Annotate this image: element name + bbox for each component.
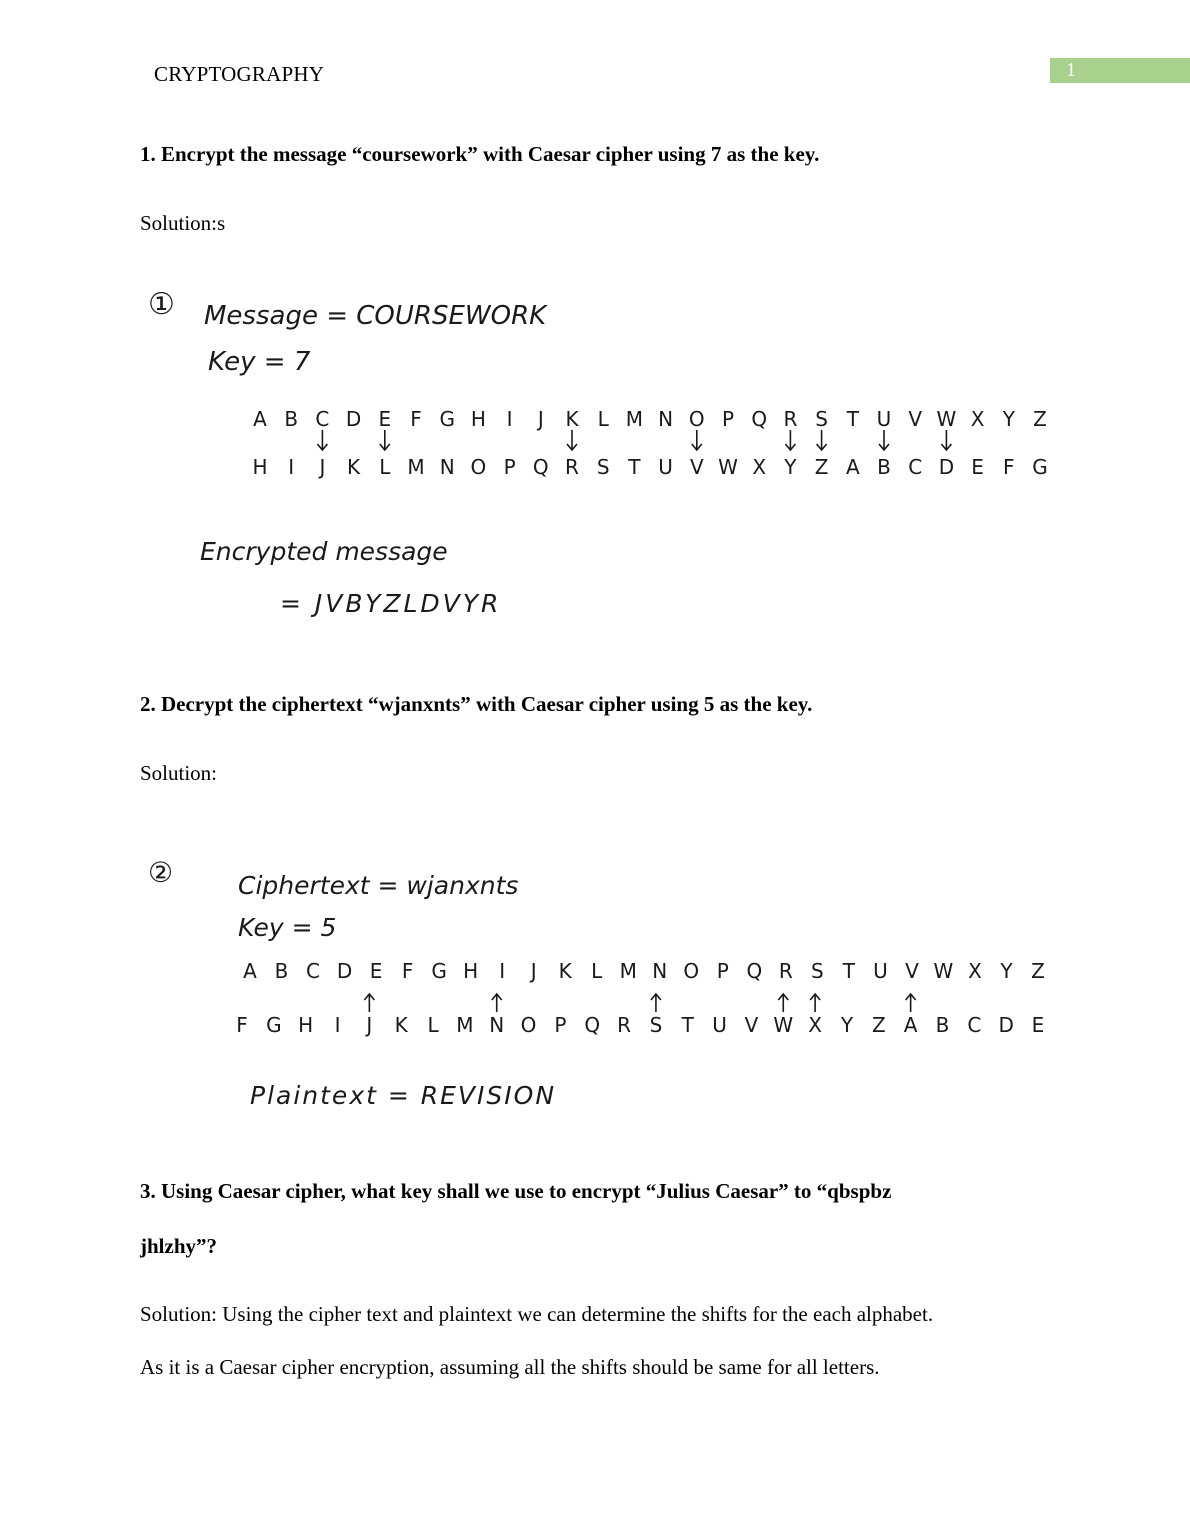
shifted-letter: T [681,1013,694,1037]
question-3-paragraph-line-1: Solution: Using the cipher text and plaintext we can determine the shifts for the each alphabet. [140,1302,934,1326]
plain-letter: Y [1002,407,1015,431]
shifted-letter: B [935,1013,950,1037]
page-number: 1 [1066,59,1076,81]
shifted-letter: H [298,1013,314,1037]
shifted-letter: P [554,1013,567,1037]
message-line: Message = COURSEWORK [204,301,547,331]
handwritten-solution-1 [140,278,1050,648]
plain-letter: V [908,407,923,431]
plain-letter: B [274,959,289,983]
plain-letter: U [873,959,888,983]
shifted-letter: X [808,1013,822,1037]
plain-letter: W [936,407,957,431]
arrow-down-icon [785,430,795,450]
plain-letter: W [933,959,954,983]
plain-letter: Z [1031,959,1045,983]
running-header-title: CRYPTOGRAPHY [154,62,325,86]
plain-letter: A [243,959,257,983]
plain-letter: T [842,959,855,983]
shifted-letter: F [1003,455,1015,479]
shifted-letter: Y [840,1013,854,1037]
plain-letter: K [558,959,572,983]
plain-letter: S [815,407,828,431]
page-number-badge [1050,58,1190,83]
shifted-letter: Q [532,455,549,479]
shifted-letter: M [456,1013,474,1037]
shifted-letter: X [752,455,767,479]
shifted-letter: Q [584,1013,601,1037]
question-3-paragraph-line-2: As it is a Caesar cipher encryption, assuming all the shifts should be same for all letters. [140,1355,880,1379]
plain-letter: G [439,407,455,431]
plain-letter: X [968,959,982,983]
arrow-up-icon [810,994,820,1012]
shifted-letter: A [845,455,860,479]
plain-letter: T [846,407,859,431]
step-number-2: ② [148,856,174,889]
plain-letter: J [537,407,544,431]
plain-letter: O [683,959,700,983]
shifted-letter: I [288,455,295,479]
question-1-heading: 1. Encrypt the message “coursework” with Caesar cipher using 7 as the key. [140,142,820,166]
shifted-letter: T [628,455,641,479]
shifted-letter: D [938,455,955,479]
shifted-letter: C [967,1013,982,1037]
key-line: Key = 7 [208,347,311,377]
shifted-letter: V [744,1013,759,1037]
question-2-solution-label: Solution: [140,761,218,785]
arrow-down-icon [317,430,327,450]
plain-letter: E [378,407,392,431]
shifted-letter: B [877,455,891,479]
plain-letter: J [530,959,537,983]
shifted-letter: W [773,1013,794,1037]
question-2-heading: 2. Decrypt the ciphertext “wjanxnts” with Caesar cipher using 5 as the key. [140,692,813,716]
arrow-down-icon [380,430,390,450]
shifted-letter: J [366,1013,373,1037]
shifted-letter: S [649,1013,663,1037]
arrow-up-icon [906,994,916,1012]
plain-letter: X [970,407,985,431]
plain-letter: H [470,407,486,431]
plain-letter: I [499,959,506,983]
handwritten-solution-2 [140,826,1050,1141]
plain-letter: Y [1000,959,1013,983]
shifted-letter: G [1032,455,1048,479]
arrow-down-icon [692,430,702,450]
plain-letter: M [625,407,644,431]
arrow-down-icon [567,430,577,450]
plain-letter: H [463,959,479,983]
key-line-2: Key = 5 [238,913,337,942]
arrow-up-icon [492,994,502,1012]
shifted-letter: V [689,455,704,479]
shifted-letter: L [379,455,391,479]
question-3-heading-line-2: jhlzhy”? [140,1234,218,1258]
step-number-1: ① [148,287,175,322]
question-1-solution-label: Solution:s [140,211,226,235]
plain-letter: Z [1033,407,1047,431]
plain-letter: R [783,407,798,431]
shifted-letter: Z [871,1013,886,1037]
plain-letter: N [652,959,668,983]
plain-letter: C [306,959,321,983]
plain-letter: M [619,959,637,983]
shifted-letter: U [658,455,673,479]
shifted-letter: E [1031,1013,1045,1037]
plain-letter: F [410,407,422,431]
plain-letter: I [506,407,513,431]
shifted-letter: F [236,1013,248,1037]
shifted-letter: H [252,455,268,479]
shifted-letter: W [718,455,738,479]
plain-letter: E [369,959,383,983]
shifted-letter: J [319,455,326,479]
ciphertext-line: Ciphertext = wjanxnts [238,871,519,900]
plain-letter: D [336,959,353,983]
shifted-letter: S [596,455,610,479]
shifted-letter: I [334,1013,341,1037]
shifted-letter: M [407,455,425,479]
arrow-up-icon [778,994,788,1012]
plain-letter: N [658,407,674,431]
arrow-down-icon [879,430,889,450]
plain-letter: V [905,959,919,983]
plain-letter: P [721,407,735,431]
plain-letter: A [253,407,267,431]
plain-letter: C [315,407,330,431]
encrypted-message-value: = JVBYZLDVYR [280,589,502,618]
plain-letter: G [431,959,447,983]
shifted-letter: K [347,455,361,479]
shifted-letter: E [971,455,984,479]
arrow-down-icon [941,430,951,450]
arrow-up-icon [364,994,374,1012]
plain-letter: D [345,407,362,431]
shifted-letter: K [394,1013,408,1037]
shifted-letter: Z [814,455,829,479]
plain-letter: Q [746,959,763,983]
arrow-up-icon [651,994,661,1012]
shifted-letter: P [503,455,516,479]
plain-letter: O [688,407,705,431]
plain-letter: K [565,407,579,431]
plain-letter: S [811,959,824,983]
plain-letter: U [876,407,892,431]
shifted-letter: G [266,1013,282,1037]
shifted-letter: D [998,1013,1014,1037]
plain-letter: L [591,959,603,983]
plain-letter: R [778,959,793,983]
shifted-letter: R [617,1013,632,1037]
shifted-letter: C [908,455,923,479]
plain-letter: F [401,959,414,983]
plain-letter: L [597,407,609,431]
shifted-letter: Y [784,455,797,479]
shifted-letter: U [712,1013,727,1037]
shifted-letter: R [565,455,579,479]
shifted-letter: L [427,1013,439,1037]
shifted-letter: N [439,455,455,479]
plain-letter: B [284,407,299,431]
question-3-heading-line-1: 3. Using Caesar cipher, what key shall we use to encrypt “Julius Caesar” to “qbspbz [140,1179,892,1203]
plain-letter: Q [751,407,768,431]
plain-letter: P [716,959,729,983]
arrow-down-icon [817,430,827,450]
shifted-letter: N [489,1013,505,1037]
shifted-letter: O [470,455,487,479]
shifted-letter: O [520,1013,537,1037]
plaintext-line: Plaintext = REVISION [250,1081,557,1110]
shifted-letter: A [903,1013,918,1037]
encrypted-message-label: Encrypted message [200,537,448,566]
